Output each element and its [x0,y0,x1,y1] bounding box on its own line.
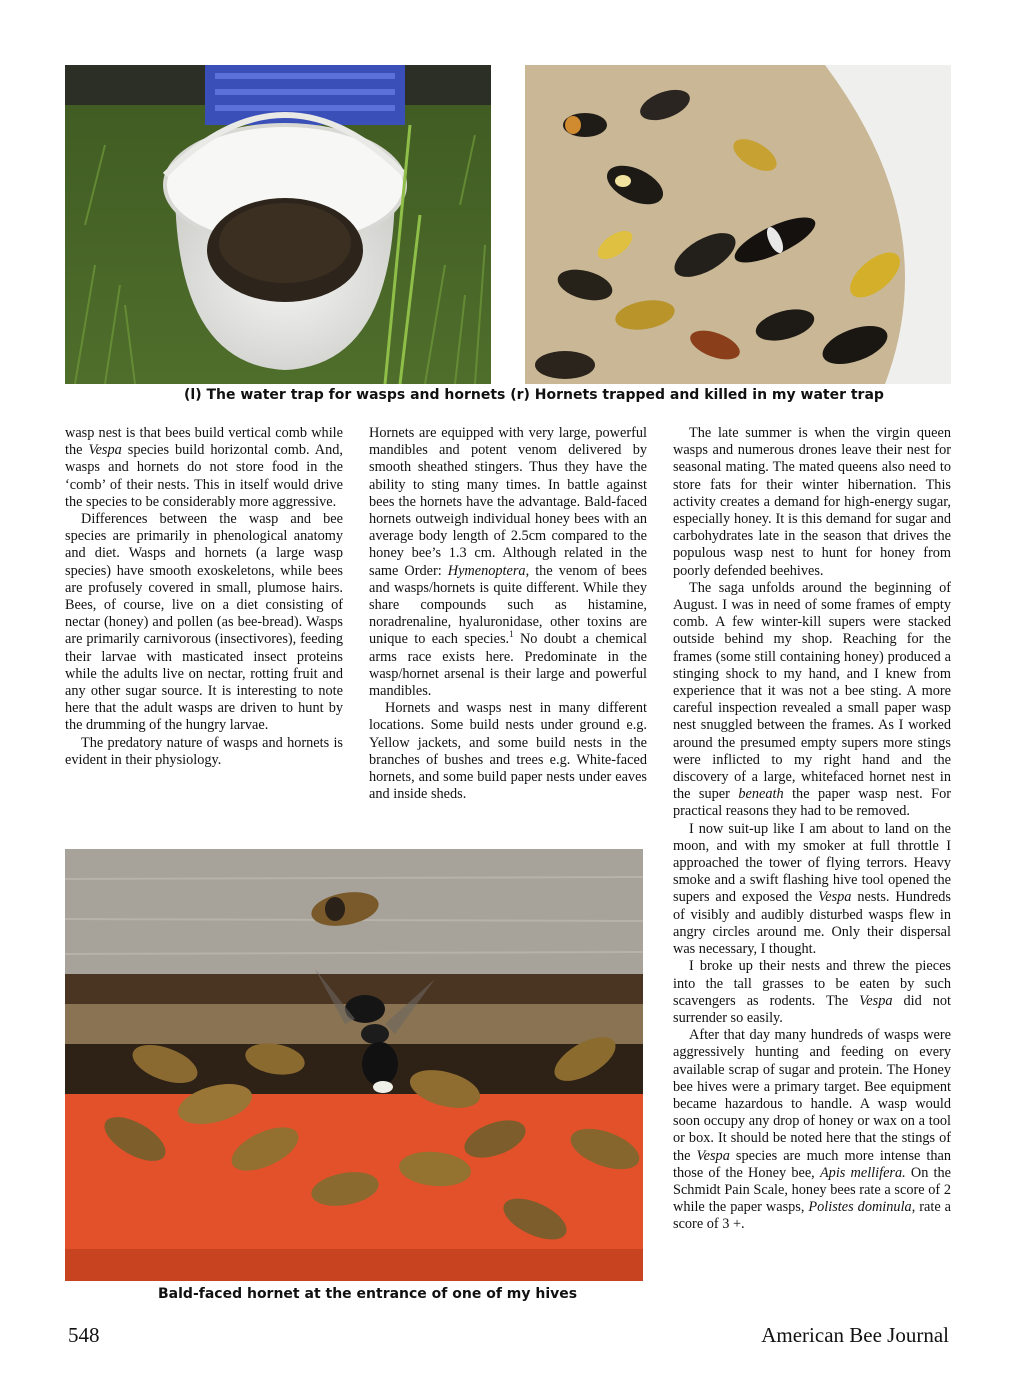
col3-paragraph-3: I now suit-up like I am about to land on the moon, and with my smoker at full throttle I approached the tower of flying terrors. Heavy smoke and a swift flashing hive tool opened the supers and exposed the Vespa nests. Hundreds of visibly and audibly disturbed wasps flew in angry circles around me. Only their dispersal was necessary, I thought. [673,820,951,958]
text-column-1 [65,425,343,769]
col1-paragraph-3: The predatory nature of wasps and hornets is evident in their physiology. [65,734,343,768]
col3-paragraph-2: The saga unfolds around the beginning of August. I was in need of some frames of empty comb. A few winter-kill supers were stacked outside behind my shop. Reaching for the frames (some still containing honey) produced a stinging shock to my hand, and I knew from experience that it was not a bee sting. A more careful inspection revealed a small paper wasp nest snuggled between the frames. As I worked around the presumed empty supers more stings were inflicted to my right hand and the discovery of a large, whitefaced hornet nest in the super beneath the paper wasp nest. For practical reasons they had to be removed. [673,579,951,820]
col2-paragraph-1: Hornets are equipped with very large, powerful mandibles and potent venom delivered by smooth sheathed stingers. Thus they have the ability to sting many times. In battle against bees the hornets have the advantage. Bald-faced hornets outweigh individual honey bees with an average body length of 2.5cm compared to the honey bee’s 1.3 cm. Although related in the same Order: Hymenoptera, the venom of bees and wasps/hornets is quite different. While they share compounds such as histamine, noradrenaline, hyaluronidase, other toxins are unique to each species.$^1$ No doubt a chemical arms race exists here. Predominate in the wasp/hornet arsenal is their large and powerful mandibles. [369,425,647,700]
col1-paragraph-2: Differences between the wasp and bee species are primarily in phenological anatomy and diet. Wasps and hornets (a large wasp species) have smooth exoskeletons, while bees are profusely covered in small, plumose hairs. Bees, of course, live on a diet consisting of nectar (honey) and pollen (as bee-bread). Wasps are primarily carnivorous (insectivores), feeding their larvae with masticated insect proteins while the adults live on nectar, rotting fruit and any other sugar source. It is interesting to note here that the adult wasps are driven to hunt by the drumming of the hungry larvae. [65,511,343,734]
caption-bottom: Bald-faced hornet at the entrance of one of my hives [158,1286,578,1302]
photo-bald-faced-hornet [65,849,643,1281]
col3-paragraph-1: The late summer is when the virgin queen wasps and numerous drones leave their nest for seasonal mating. The mated queens also need to store fats for their winter hibernation. This activity creates a demand for high-energy sugar, especially honey. It is this demand for sugar and carbohydrates late in the season that drives the populous wasp nest to hunt for honey from poorly defended beehives. [673,425,951,579]
page-number: 548 [68,1323,100,1347]
photo-water-trap [65,65,491,384]
text-column-2 [369,425,647,803]
photo-trapped-hornets [525,65,951,384]
col3-paragraph-4: I broke up their nests and threw the pieces into the tall grasses to be eaten by such scavengers as rodents. The Vespa did not surrender so easily. [673,958,951,1026]
journal-name: American Bee Journal [761,1323,949,1347]
col1-paragraph-1: wasp nest is that bees build vertical comb while the Vespa species build horizontal comb. And, wasps and hornets do not store food in the ‘comb’ of their nests. This in itself would drive the species to be considerably more aggressive. [65,425,343,510]
col2-paragraph-2: Hornets and wasps nest in many different locations. Some build nests under ground e.g. Yellow jackets, and some build nests in the branches of bushes and trees e.g. White-faced hornets, and some build paper nests under eaves and inside sheds. [369,700,647,803]
col3-paragraph-5: After that day many hundreds of wasps were aggressively hunting and feeding on every available scrap of sugar and protein. The Honey bee hives were a primary target. Bee equipment became hazardous to handle. A wasp would soon occupy any drop of honey or wax on a tool or box. It should be noted here that the stings of the Vespa species are much more intense than those of the Honey bee, Apis mellifera. On the Schmidt Pain Scale, honey bees rate a score of 2 while the paper wasps, Polistes dominula, rate a score of 3 +. [673,1027,951,1233]
caption-top: (l) The water trap for wasps and hornets (r) Hornets trapped and killed in my water trap [184,387,884,403]
text-column-3 [673,425,951,1234]
